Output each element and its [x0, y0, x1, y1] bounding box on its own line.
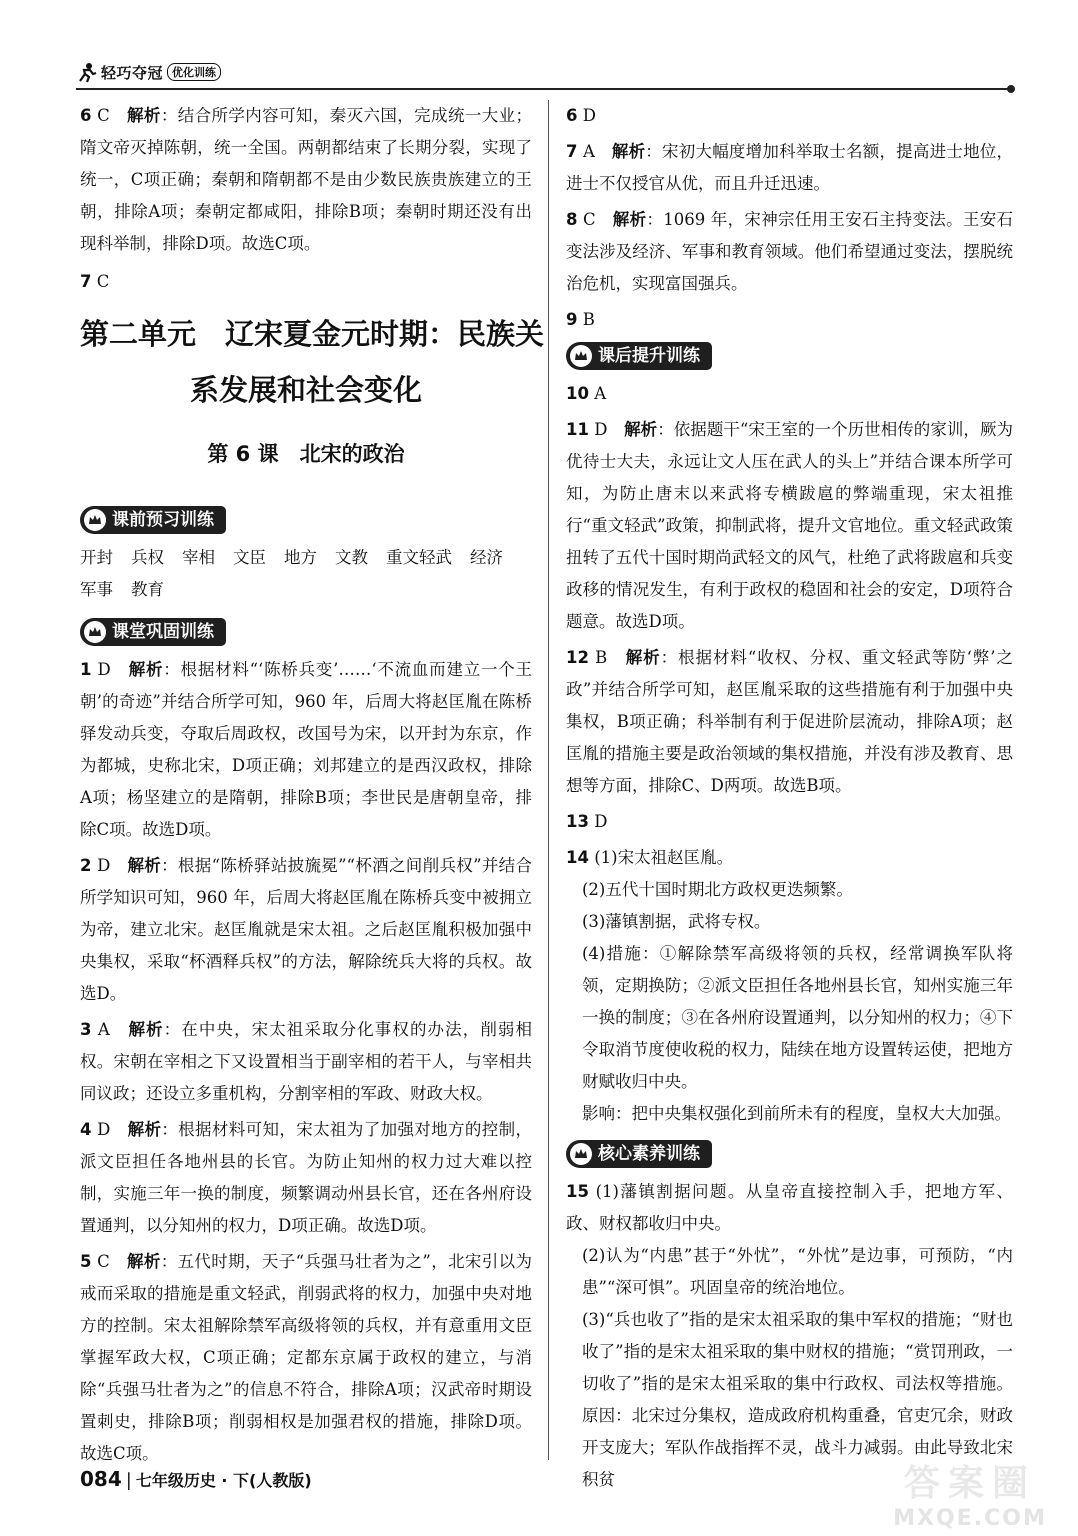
crown-icon — [570, 345, 592, 367]
left-column — [80, 100, 545, 1470]
section-after-header: 课后提升训练 — [566, 340, 1013, 372]
crown-icon — [570, 1143, 592, 1165]
answer-6-right: 6 D — [566, 106, 596, 125]
answer-15-part-3: (3)“兵也收了”指的是宋太祖采取的集中军权的措施；“财也收了”指的是宋太祖采取的集中财权的措施；“赏罚刑政，一切收了”指的是宋太祖采取的集中行政权、司法权等措施。原因：北宋过分集权，造成政府机构重叠，官吏冗余，财政开支庞大；军队作战指挥不灵，战斗力减弱。由此导致北宋积贫 — [582, 1310, 1013, 1489]
answer-14: 14 (1)宋太祖赵匡胤。 — [566, 848, 734, 867]
page-footer — [80, 1467, 312, 1491]
watermark-url: MXQE.COM — [893, 1506, 1047, 1531]
answer-15-part-2: (2)认为“内患”甚于“外忧”，“外忧”是边事，可预防，“内患”“深可惧”。巩固皇帝的统治地位。 — [582, 1246, 1013, 1297]
section-class-header: 课堂巩固训练 — [80, 616, 532, 648]
page-header — [76, 58, 1011, 90]
answer-15: 15 (1)藩镇割据问题。从皇帝直接控制入手，把地方军、政、财权都收归中央。 — [566, 1182, 1013, 1233]
watermark-logo: 答案圈 — [903, 1463, 1036, 1504]
answer-14-part-5: 影响：把中央集权强化到前所未有的程度，皇权大大加强。 — [582, 1104, 1011, 1123]
answer-12: 12 B 解析：根据材料“收权、分权、重文轻武等防‘弊’之政”并结合所学可知，赵匡胤采取的这些措施有利于加强中央集权，B项正确；科举制有利于促进阶层流动，排除A项；赵匡胤的措施主要是政治领域的集权措施，并没有涉及教育、思想等方面，排除C、D两项。故选B项。 — [566, 648, 1014, 795]
answer-14-part-2: (2)五代十国时期北方政权更迭频繁。 — [582, 880, 853, 899]
page-number: 084 — [80, 1467, 122, 1491]
answer-6: 6 C 解析：结合所学内容可知，秦灭六国，完成统一大业；隋文帝灭掉陈朝，统一全国。两朝都结束了长期分裂，实现了统一，C项正确；秦朝和隋朝都不是由少数民族贵族建立的王朝，排除A项；秦朝定都咸阳，排除B项；秦朝时期还没有出现科举制，排除D项。故选C项。 — [80, 106, 533, 253]
section-core-header: 核心素养训练 — [566, 1138, 1013, 1170]
class-answer-1: 1 D 解析：根据材料“‘陈桥兵变’……‘不流血而建立一个王朝’的奇迹”并结合所学可知，960 年，后周大将赵匡胤在陈桥驿发动兵变，夺取后周政权，改国号为宋，以开封为东京，作为都城，史称北宋，D项正确；刘邦建立的是西汉政权，排除A项；杨坚建立的是隋朝，排除B项；李世民是唐朝皇帝，排除C项。故选D项。 — [80, 660, 533, 839]
answer-14-part-3: (3)藩镇割据，武将专权。 — [582, 912, 771, 931]
answer-10: 10 A — [566, 384, 607, 403]
class-answer-2: 2 D 解析：根据“陈桥驿站披旒冕”“杯酒之间削兵权”并结合所学知识可知，960 年，后周大将赵匡胤在陈桥兵变中被拥立为帝，建立北宋。赵匡胤就是宋太祖。之后赵匡胤积极加强中央集权，采取“杯酒释兵权”的方法，解除统兵大将的兵权。故选D。 — [80, 856, 533, 1003]
answer-7: 7 C — [80, 272, 110, 291]
term: 开封 — [80, 548, 113, 567]
runner-logo-icon — [76, 61, 98, 83]
term: 兵权 — [131, 548, 164, 567]
term: 文教 — [335, 548, 368, 567]
class-answer-3: 3 A 解析：在中央，宋太祖采取分化事权的办法，削弱相权。宋朝在宰相之下又设置相当于副宰相的若干人，与宰相共同议政；还设立多重机构，分割宰相的军政、财政大权。 — [80, 1020, 532, 1103]
brand-title: 轻巧夺冠 — [101, 63, 164, 82]
class-answer-4: 4 D 解析：根据材料可知，宋太祖为了加强对地方的控制，派文臣担任各地州县的长官。为防止知州的权力过大难以控制，实施三年一换的制度，频繁调动州县长官，还在各州府设置通判，以分知州的权力，D项正确。故选D项。 — [80, 1120, 533, 1235]
term: 教育 — [131, 580, 164, 599]
term: 军事 — [80, 580, 113, 599]
right-column — [566, 100, 1013, 1496]
term: 宰相 — [182, 548, 215, 567]
term: 地方 — [284, 548, 317, 567]
crown-icon — [84, 509, 106, 531]
answer-14-part-4: (4)措施：①解除禁军高级将领的兵权，经常调换军队将领，定期换防；②派文臣担任各地州县长官，知州实施三年一换的制度；③在各州府设置通判，以分知州的权力；④下令取消节度使收税的权力，陆续在地方设置转运使，把地方财赋收归中央。 — [582, 944, 1013, 1091]
section-preview-header: 课前预习训练 — [80, 504, 532, 536]
answer-7-right: 7 A 解析：宋初大幅度增加科举取士名额，提高进士地位，进士不仅授官从优，而且升迁迅速。 — [566, 142, 1014, 193]
term: 文臣 — [233, 548, 266, 567]
answer-9-right: 9 B — [566, 310, 595, 329]
term: 经济 — [470, 548, 503, 567]
header-rule — [76, 88, 1011, 90]
answer-13: 13 D — [566, 812, 608, 831]
header-rule-dot — [1007, 85, 1015, 93]
class-answer-5: 5 C 解析：五代时期，天子“兵强马壮者为之”，北宋引以为戒而采取的措施是重文轻武，削弱武将的权力，加强中央对地方的控制。宋太祖解除禁军高级将领的兵权，并有意重用文臣掌握军政大权，C项正确；定都东京属于政权的建立，与消除“兵强马壮者为之”的信息不符合，排除A项；汉武帝时期设置刺史，排除B项；削弱相权是加强君权的措施，排除D项。故选C项。 — [80, 1252, 533, 1463]
term: 重文轻武 — [386, 548, 452, 567]
book-title: 七年级历史 · 下(人教版) — [135, 1471, 312, 1490]
footer-separator: | — [125, 1470, 132, 1491]
brand-subtitle: 优化训练 — [167, 63, 221, 81]
watermark — [880, 1455, 1060, 1530]
brand-logo — [76, 60, 221, 84]
lesson-title: 第 6 课 北宋的政治 — [207, 442, 405, 466]
crown-icon — [84, 621, 106, 643]
preview-terms — [80, 542, 532, 606]
answer-8-right: 8 C 解析：1069 年，宋神宗任用王安石主持变法。王安石变法涉及经济、军事和教育领域。他们希望通过变法，摆脱统治危机，实现富国强兵。 — [566, 210, 1014, 293]
answer-11: 11 D 解析：依据题干“宋王室的一个历世相传的家训，厥为优待士大夫，永远让文人压在武人的头上”并结合课本所学可知，为防止唐末以来武将专横跋扈的弊端重现，宋太祖推行“重文轻武”政策，抑制武将，提升文官地位。重文轻武政策扭转了五代十国时期尚武轻文的风气，杜绝了武将跋扈和兵变政移的情况发生，有利于政权的稳固和社会的安定，D项符合题意。故选D项。 — [566, 420, 1014, 631]
unit-title: 第二单元 辽宋夏金元时期：民族关 系发展和社会变化 — [80, 317, 545, 407]
column-divider — [548, 100, 549, 1460]
